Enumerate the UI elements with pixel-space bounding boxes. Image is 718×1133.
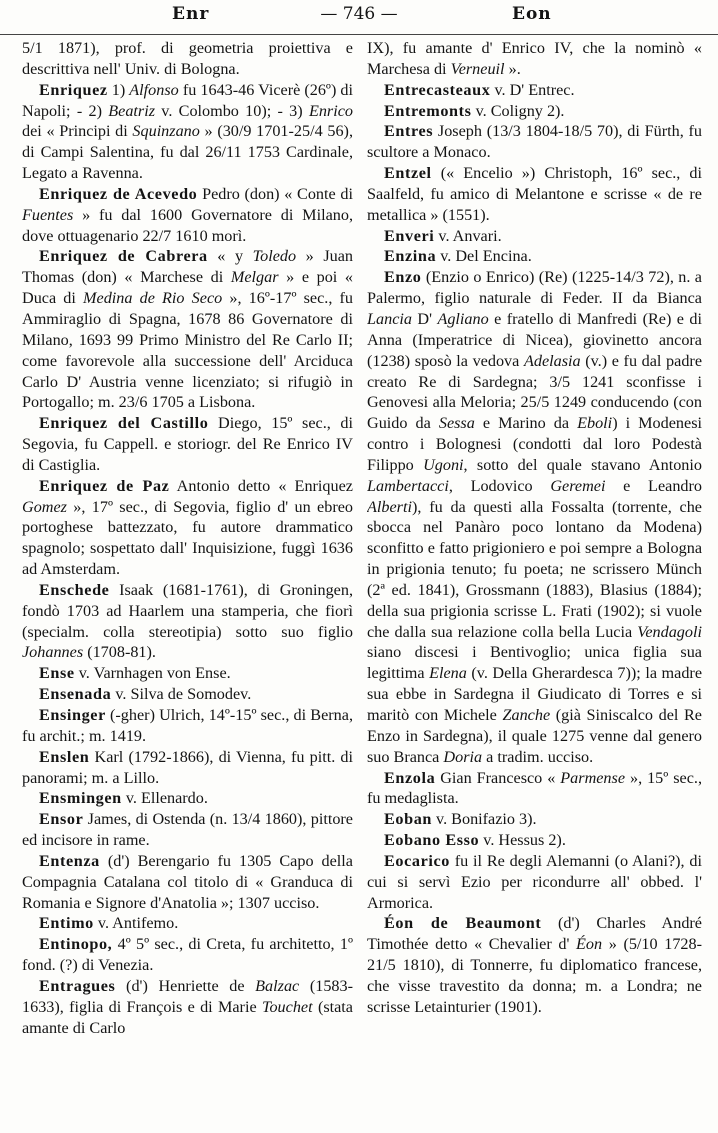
- entry-text: v. Hessus 2).: [479, 831, 566, 850]
- entry-italic-text: Melgar: [230, 268, 279, 287]
- entry-headword: Ense: [39, 664, 75, 683]
- entry-text: , Lodovico: [448, 476, 551, 495]
- dictionary-entry: [367, 101, 702, 122]
- entry-text: Gian Francesco «: [435, 768, 561, 787]
- entry-text: e Marino da: [474, 414, 578, 433]
- entry-italic-text: Ugoni: [423, 455, 464, 474]
- entry-text: », 17º sec., di Segovia, figlio d' un ebreo portoghese battezzato, fu autore drammatico spagnolo; sospettato dall' Inquisizione, fuggì 1636 ad Amsterdam.: [22, 497, 353, 579]
- entry-headword: Éon de Beaumont: [384, 914, 542, 933]
- dictionary-entry: [367, 246, 702, 267]
- entry-text: (« Encelio ») Christoph, 16º sec., di Saalfeld, fu amico di Melantone e scrisse « de re metallica » (1551).: [367, 164, 702, 224]
- entry-headword: Eoban: [384, 810, 432, 829]
- entry-text: « y: [207, 247, 253, 266]
- entry-headword: Entimo: [39, 914, 94, 933]
- entry-headword: Enzola: [384, 768, 436, 787]
- entry-text: IX), fu amante d' Enrico IV, che la nominò « Marchesa di: [367, 39, 702, 78]
- entry-headword: Enschede: [39, 580, 110, 599]
- dictionary-entry: [22, 38, 353, 80]
- entry-headword: Enriquez de Acevedo: [39, 184, 198, 203]
- entry-headword: Enriquez de Paz: [39, 476, 170, 495]
- entry-text: v. Silva de Somodev.: [111, 685, 252, 704]
- dictionary-entry: [22, 913, 353, 934]
- entry-text: e fratello di Manfredi (Re) e di Anna (Imperatrice di Nicea), giovinetto ancora (1238) sposò la vedova: [367, 309, 702, 370]
- entry-text: v. Anvari.: [434, 226, 502, 245]
- entry-italic-text: Adelasia: [523, 351, 581, 370]
- entry-text: , sotto del quale stavano Antonio: [463, 455, 702, 474]
- entry-text: (stata amante di Carlo: [22, 997, 353, 1037]
- entry-text: 5/1 1871), prof. di geometria proiettiva e descrittiva nell' Univ. di Bologna.: [22, 39, 353, 78]
- entry-headword: Entrecasteaux: [384, 80, 491, 99]
- dictionary-entry: [367, 809, 702, 830]
- dictionary-entry: [367, 913, 702, 1017]
- dictionary-entry: [367, 830, 702, 851]
- entry-headword: Ensmingen: [39, 789, 122, 808]
- entry-headword: Enslen: [39, 747, 90, 766]
- entry-headword: Entremonts: [384, 101, 472, 120]
- running-header: [0, 0, 718, 35]
- entry-text: siano discesi i Bentivoglio; unica figlia sua legittima: [367, 643, 702, 683]
- entry-text: ), fu da questi alla Fossalta (torrente, che sbocca nel Panàro poco lontano da Modena) sconfitto e fatto prigioniero e poi sempre a Bologna in prigionia tenuto; fu poeta; ne scrissero Münch (2ª ed. 1841), Grossmann (1883), Blasius (1884); della sua prigionia scrisse L. Frati (1902); si vuole che dalla sua relazione colla bella Lucia: [367, 497, 702, 641]
- page-number: — 746 —: [320, 4, 398, 24]
- entry-text: v. Del Encina.: [436, 247, 532, 266]
- entry-italic-text: Sessa: [438, 414, 475, 433]
- dictionary-entry: [22, 809, 353, 851]
- entry-italic-text: Johannes: [22, 643, 84, 662]
- entry-text: Antonio detto « Enriquez: [169, 476, 353, 495]
- entry-headword: Enriquez del Castillo: [39, 414, 209, 433]
- entry-text: v. Antifemo.: [93, 914, 179, 933]
- entry-text: dei « Principi di: [22, 122, 133, 141]
- entry-headword: Ensenada: [39, 685, 112, 704]
- entry-headword: Enriquez de Cabrera: [39, 247, 208, 266]
- dictionary-entry: [367, 267, 702, 767]
- entry-text: fu 1643-46 Vicerè (26º) di Napoli; - 2): [22, 80, 353, 120]
- entry-headword: Eobano Esso: [384, 831, 480, 850]
- dictionary-entry: [367, 851, 702, 914]
- entry-italic-text: Eboli: [577, 414, 613, 433]
- entry-text: (Enzio o Enrico) (Re) (1225-14/3 72), n. a Palermo, figlio naturale di Feder. II da Bianca: [367, 268, 702, 308]
- entry-headword: Entres: [384, 122, 434, 141]
- entry-text: Joseph (13/3 1804-18/5 70), di Fürth, fu scultore a Monaco.: [367, 122, 702, 162]
- entry-italic-text: Doria: [443, 747, 483, 766]
- entry-text: », 16º-17º sec., fu Ammiraglio di Spagna, 1678 86 Governatore di Milano, 1693 99 Primo Ministro del Re Carlo II; come favorevole alla successione dell' Arciduca Carlo D' Austria venne licenziato; si rifugiò in Portogallo; m. 23/6 1705 a Lisbona.: [22, 289, 353, 412]
- dictionary-entry: [22, 476, 353, 580]
- dictionary-entry: [22, 851, 353, 914]
- entry-text: Pedro (don) « Conte di: [197, 184, 353, 203]
- entry-text: (1708-81).: [83, 643, 156, 662]
- entry-italic-text: Fuentes: [22, 205, 74, 224]
- entry-headword: Entzel: [384, 164, 432, 183]
- entry-text: (già Siniscalco del Re Enzo in Sardegna), il quale 1275 venne dal genero suo Branca: [367, 706, 702, 766]
- dictionary-entry: [367, 163, 702, 226]
- entry-text: v. Bonifazio 3).: [432, 810, 537, 829]
- entry-italic-text: Elena: [429, 664, 467, 683]
- entry-text: v. Coligny 2).: [471, 101, 565, 120]
- dictionary-entry: [22, 705, 353, 747]
- left-column: [22, 38, 353, 1128]
- right-column: [367, 38, 702, 1128]
- entry-italic-text: Verneuil: [450, 59, 505, 78]
- entry-italic-text: Gomez: [22, 497, 67, 516]
- entry-text: 4º 5º sec., di Creta, fu architetto, 1º fond. (?) di Venezia.: [22, 935, 353, 975]
- entry-text: (d') Berengario fu 1305 Capo della Compagnia Catalana col titolo di « Granduca di Romania e Signore d'Anatolia »; 1307 ucciso.: [22, 851, 353, 912]
- entry-italic-text: Éon: [576, 935, 603, 954]
- entry-headword: Enriquez: [39, 80, 108, 99]
- entry-text: » e poi « Duca di: [22, 268, 353, 308]
- entry-text: (d') Charles André Timothée detto « Chevalier d': [367, 914, 702, 954]
- entry-text: James, di Ostenda (n. 13/4 1860), pittore ed incisore in rame.: [22, 810, 353, 850]
- entry-text: » (30/9 1701-25/4 56), di Campi Salentina, fu dal 26/11 1753 Cardinale, Legato a Ravenna.: [22, 122, 353, 183]
- dictionary-entry: [22, 663, 353, 684]
- entry-headword: Entragues: [39, 976, 116, 995]
- entry-headword: Enzo: [384, 268, 422, 287]
- entry-text: » (5/10 1728-21/5 1810), di Tonnerre, fu diplomatico francese, che visse travestito da donna; m. a Londra; ne scrisse Letainturier (1901).: [367, 935, 702, 1016]
- dictionary-entry: [22, 976, 353, 1039]
- entry-italic-text: Geremei: [550, 476, 606, 495]
- entry-italic-text: Zanche: [502, 706, 551, 724]
- entry-italic-text: Agliano: [437, 309, 489, 328]
- entry-headword: Ensor: [39, 810, 84, 829]
- dictionary-entry: [22, 580, 353, 663]
- entry-italic-text: Alfonso: [129, 80, 179, 99]
- entry-italic-text: Medina de Rio Seco: [83, 289, 223, 308]
- dictionary-entry: [367, 226, 702, 247]
- entry-text: Karl (1792-1866), di Vienna, fu pitt. di panorami; m. a Lillo.: [22, 747, 353, 787]
- entry-italic-text: Balzac: [255, 976, 300, 995]
- entry-text: v. Ellenardo.: [121, 789, 208, 808]
- entry-text: fu il Re degli Alemanni (o Alani?), di cui si servì Ezio per ricondurre all' obbed. l' Armorica.: [367, 851, 702, 912]
- entry-text: ».: [504, 59, 521, 78]
- dictionary-entry: [367, 121, 702, 163]
- entry-italic-text: Toledo: [252, 247, 297, 266]
- entry-text: Diego, 15º sec., di Segovia, fu Cappell. e storiogr. del Re Enrico IV di Castiglia.: [22, 414, 353, 474]
- entry-text: v. Colombo 10); - 3): [155, 101, 309, 120]
- dictionary-entry: [367, 38, 702, 80]
- entry-headword: Entinopo,: [39, 935, 113, 954]
- entry-text: e Leandro: [605, 476, 702, 495]
- dictionary-entry: [22, 788, 353, 809]
- entry-text: 1): [107, 80, 130, 99]
- entry-italic-text: Squinzano: [132, 122, 200, 141]
- dictionary-entry: [22, 80, 353, 184]
- entry-italic-text: Vendagoli: [637, 622, 702, 641]
- dictionary-entry: [22, 246, 353, 413]
- entry-headword: Enveri: [384, 226, 435, 245]
- entry-headword: Ensinger: [39, 706, 106, 724]
- header-first-entry: Enr: [172, 4, 210, 24]
- dictionary-entry: [22, 747, 353, 789]
- entry-italic-text: Parmense: [560, 768, 626, 787]
- entry-text: » fu dal 1600 Governatore di Milano, dove ottuagenario 22/7 1610 morì.: [22, 205, 353, 245]
- entry-italic-text: Touchet: [261, 997, 313, 1016]
- entry-headword: Entenza: [39, 851, 100, 870]
- entry-italic-text: Enrico: [308, 101, 353, 120]
- entry-text: (1583-1633), figlia di François e di Marie: [22, 976, 353, 1016]
- entry-text: v. Varnhagen von Ense.: [74, 664, 231, 683]
- entry-text: v. D' Entrec.: [490, 80, 575, 99]
- entry-text: D': [411, 309, 438, 328]
- entry-italic-text: Beatriz: [108, 101, 156, 120]
- entry-text: Isaak (1681-1761), di Groningen, fondò 1703 ad Haarlem una stamperia, che fiorì (specialm. colla stereotipia) sotto suo figlio: [22, 580, 353, 641]
- dictionary-entry: [22, 934, 353, 976]
- entry-text: (v.) e fu dal padre creato Re di Sardegna; 3/5 1241 sconfisse i Genovesi alla Meloria; 25/5 1249 conducendo (con Guido da: [367, 351, 702, 433]
- entry-text: a tradim. ucciso.: [482, 747, 594, 766]
- entry-text: », 15º sec., fu medaglista.: [367, 768, 702, 808]
- dictionary-entry: [22, 684, 353, 705]
- entry-text: » Juan Thomas (don) « Marchese di: [22, 247, 353, 287]
- dictionary-entry: [367, 768, 702, 810]
- entry-italic-text: Lancia: [367, 309, 412, 328]
- entry-headword: Eocarico: [384, 851, 450, 870]
- dictionary-entry: [22, 184, 353, 247]
- entry-text: (d') Henriette de: [115, 976, 256, 995]
- entry-italic-text: Lambertacci: [367, 476, 449, 495]
- entry-text: ) i Modenesi contro i Bolognesi (condotti dal loro Podestà Filippo: [367, 414, 702, 474]
- entry-headword: Enzina: [384, 247, 437, 266]
- entry-text: (-gher) Ulrich, 14º-15º sec., di Berna, fu archit.; m. 1419.: [22, 706, 353, 745]
- dictionary-entry: [22, 413, 353, 476]
- entry-text: (v. Della Gherardesca 7)); la madre sua ebbe in Sardegna il Giudicato di Torres e si maritò con Michele: [367, 664, 702, 724]
- entry-italic-text: Alberti: [367, 497, 412, 516]
- header-last-entry: Eon: [512, 4, 552, 24]
- dictionary-entry: [367, 80, 702, 101]
